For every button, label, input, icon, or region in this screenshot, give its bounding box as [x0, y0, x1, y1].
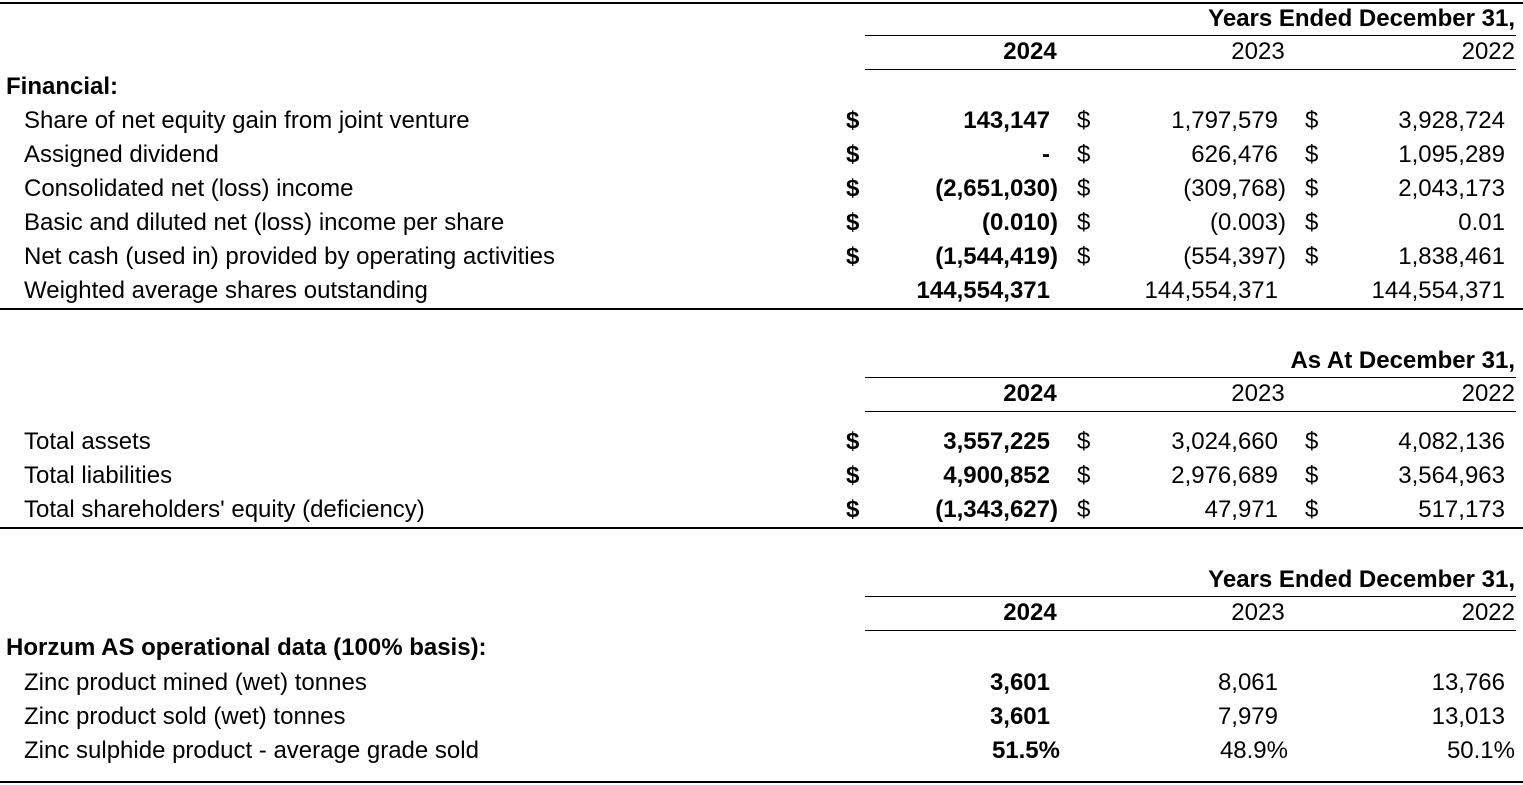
value-2022: 517,173	[1418, 496, 1505, 523]
row-label: Total liabilities	[24, 462, 173, 489]
value-2024: (1,544,419)	[935, 243, 1058, 270]
value-2023: (0.003)	[1209, 209, 1286, 236]
value-2024: 143,147	[963, 107, 1050, 134]
value-2022: 3,564,963	[1398, 462, 1505, 489]
value-2022: 2,043,173	[1398, 175, 1505, 202]
value-2023: 7,979	[1217, 703, 1278, 730]
rule-s1-bottom	[0, 308, 1523, 310]
row-label: Total assets	[24, 428, 151, 455]
value-2023: 3,024,660	[1171, 428, 1278, 455]
year-header-2024: 2024	[1003, 380, 1057, 407]
value-2024: (1,343,627)	[935, 496, 1058, 523]
value-2022: 144,554,371	[1371, 277, 1505, 304]
row-label: Consolidated net (loss) income	[24, 175, 354, 202]
value-2023: 626,476	[1191, 141, 1278, 168]
currency-symbol: $	[1077, 141, 1091, 168]
section-label: Financial:	[6, 73, 119, 100]
value-2022: 1,095,289	[1398, 141, 1505, 168]
row-label: Zinc sulphide product - average grade sold	[24, 737, 479, 764]
currency-symbol: $	[1305, 175, 1319, 202]
row-label: Basic and diluted net (loss) income per share	[24, 209, 505, 236]
value-2024: 3,557,225	[943, 428, 1050, 455]
value-2024: 51.5%	[991, 737, 1060, 764]
currency-symbol: $	[846, 209, 860, 236]
value-2024: 3,601	[989, 669, 1050, 696]
currency-symbol: $	[1077, 496, 1091, 523]
currency-symbol: $	[1305, 209, 1319, 236]
rule-s2-header	[865, 377, 1516, 378]
value-2024: (0.010)	[981, 209, 1058, 236]
currency-symbol: $	[846, 141, 860, 168]
currency-symbol: $	[846, 496, 860, 523]
currency-symbol: $	[1305, 462, 1319, 489]
row-label: Weighted average shares outstanding	[24, 277, 428, 304]
currency-symbol: $	[846, 462, 860, 489]
rule-s2-years	[865, 411, 1516, 412]
currency-symbol: $	[1305, 496, 1319, 523]
rule-s3-years	[865, 630, 1516, 631]
currency-symbol: $	[1077, 243, 1091, 270]
value-2023: 144,554,371	[1144, 277, 1278, 304]
currency-symbol: $	[1305, 428, 1319, 455]
row-label: Net cash (used in) provided by operating activities	[24, 243, 555, 270]
row-label: Assigned dividend	[24, 141, 219, 168]
value-2024: 144,554,371	[916, 277, 1050, 304]
value-2022: 3,928,724	[1398, 107, 1505, 134]
year-header-2022: 2022	[1461, 38, 1515, 65]
row-label: Total shareholders' equity (deficiency)	[24, 496, 425, 523]
currency-symbol: $	[846, 107, 860, 134]
value-2023: 48.9%	[1219, 737, 1288, 764]
currency-symbol: $	[1077, 175, 1091, 202]
value-2022: 50.1%	[1446, 737, 1515, 764]
currency-symbol: $	[1305, 243, 1319, 270]
row-label: Zinc product mined (wet) tonnes	[24, 669, 367, 696]
value-2022: 1,838,461	[1398, 243, 1505, 270]
section-header: As At December 31,	[1290, 347, 1515, 374]
value-2022: 13,766	[1431, 669, 1505, 696]
value-2023: 47,971	[1204, 496, 1278, 523]
currency-symbol: $	[1305, 107, 1319, 134]
currency-symbol: $	[1305, 141, 1319, 168]
year-header-2022: 2022	[1461, 599, 1515, 626]
row-label: Share of net equity gain from joint venture	[24, 107, 470, 134]
section-header: Years Ended December 31,	[1208, 5, 1515, 32]
section-header: Years Ended December 31,	[1208, 566, 1515, 593]
currency-symbol: $	[1077, 209, 1091, 236]
year-header-2024: 2024	[1003, 599, 1057, 626]
value-2024: 3,601	[989, 703, 1050, 730]
value-2023: (554,397)	[1183, 243, 1286, 270]
currency-symbol: $	[1077, 462, 1091, 489]
currency-symbol: $	[846, 428, 860, 455]
section-label: Horzum AS operational data (100% basis):	[6, 634, 487, 661]
value-2023: 2,976,689	[1171, 462, 1278, 489]
rule-s1-years	[865, 69, 1516, 70]
value-2022: 13,013	[1431, 703, 1505, 730]
value-2023: 1,797,579	[1171, 107, 1278, 134]
rule-s1-header	[865, 35, 1516, 36]
year-header-2022: 2022	[1461, 380, 1515, 407]
year-header-2023: 2023	[1231, 599, 1285, 626]
rule-s2-bottom	[0, 527, 1523, 529]
currency-symbol: $	[846, 175, 860, 202]
value-2023: (309,768)	[1183, 175, 1286, 202]
currency-symbol: $	[1077, 107, 1091, 134]
rule-s3-bottom	[0, 781, 1523, 783]
value-2022: 0.01	[1458, 209, 1505, 236]
year-header-2024: 2024	[1003, 38, 1057, 65]
value-2022: 4,082,136	[1398, 428, 1505, 455]
value-2023: 8,061	[1217, 669, 1278, 696]
value-2024: -	[1042, 141, 1050, 168]
value-2024: 4,900,852	[943, 462, 1050, 489]
year-header-2023: 2023	[1231, 38, 1285, 65]
value-2024: (2,651,030)	[935, 175, 1058, 202]
row-label: Zinc product sold (wet) tonnes	[24, 703, 346, 730]
currency-symbol: $	[846, 243, 860, 270]
year-header-2023: 2023	[1231, 380, 1285, 407]
rule-s3-header	[865, 596, 1516, 597]
currency-symbol: $	[1077, 428, 1091, 455]
